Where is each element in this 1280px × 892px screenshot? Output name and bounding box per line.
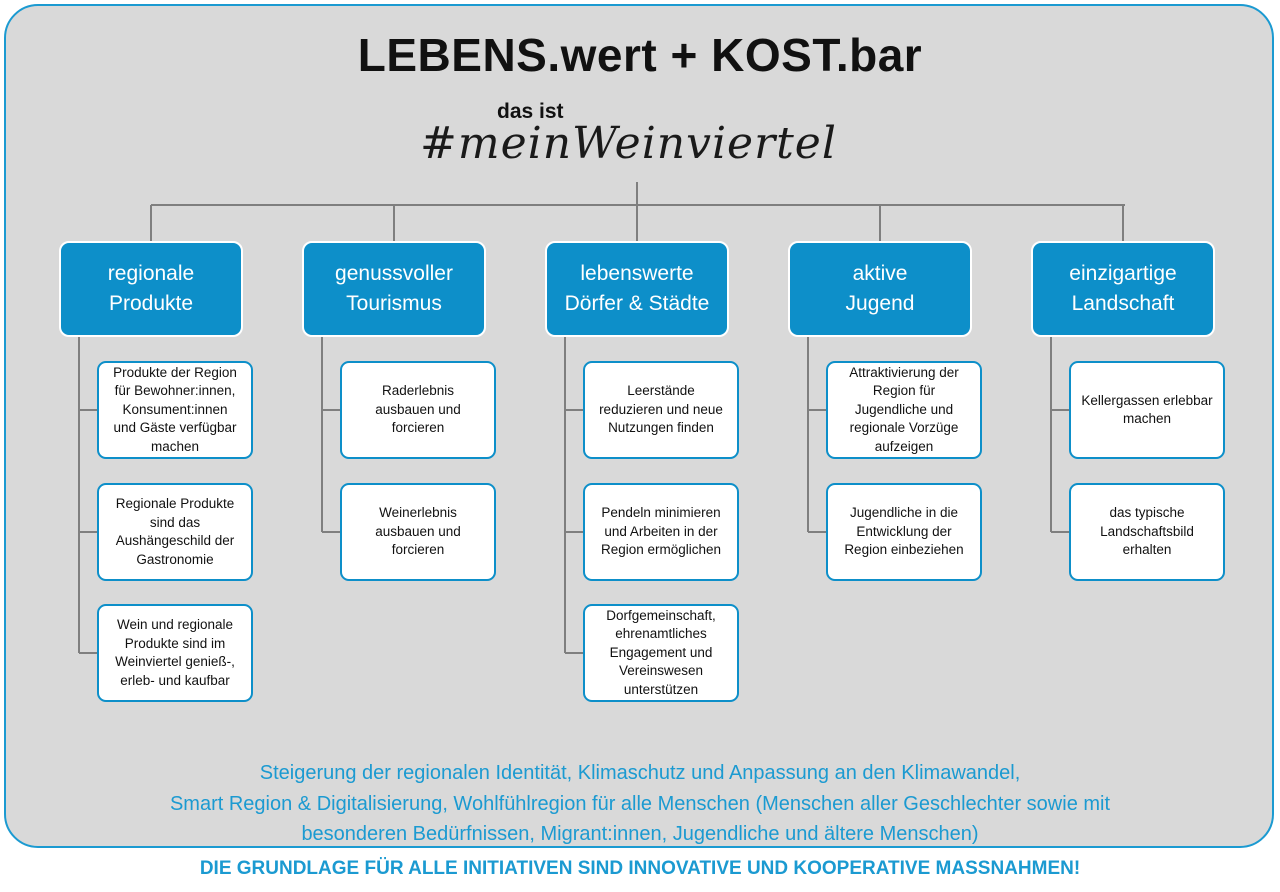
subtitle: das ist	[497, 100, 564, 123]
item-box: Leerstände reduzieren und neue Nutzungen finden	[583, 361, 739, 459]
item-box: Dorfgemeinschaft, ehrenamtliches Engagement und Vereinswesen unterstützen	[583, 604, 739, 702]
category-header-tourismus: genussvoller Tourismus	[302, 241, 486, 337]
item-box: Regionale Produkte sind das Aushängeschild der Gastronomie	[97, 483, 253, 581]
item-box: Pendeln minimieren und Arbeiten in der Region ermöglichen	[583, 483, 739, 581]
item-box: Kellergassen erlebbar machen	[1069, 361, 1225, 459]
goals-line: Steigerung der regionalen Identität, Klimaschutz und Anpassung an den Klimawandel,	[259, 762, 1021, 784]
page-title: LEBENS.wert + KOST.bar	[357, 29, 923, 81]
item-box: das typische Landschaftsbild erhalten	[1069, 483, 1225, 581]
item-box: Jugendliche in die Entwicklung der Region einbeziehen	[826, 483, 982, 581]
category-header-doerfer-staedte: lebenswerte Dörfer & Städte	[545, 241, 729, 337]
category-header-aktive-jugend: aktive Jugend	[788, 241, 972, 337]
goals-line: besonderen Bedürfnissen, Migrant:innen, Jugendliche und ältere Menschen)	[301, 823, 979, 845]
category-header-regionale-produkte: regionale Produkte	[59, 241, 243, 337]
footer-statement: DIE GRUNDLAGE FÜR ALLE INITIATIVEN SIND INNOVATIVE UND KOOPERATIVE MASSNAHMEN!	[199, 858, 1081, 879]
item-box: Raderlebnis ausbauen und forcieren	[340, 361, 496, 459]
category-header-landschaft: einzigartige Landschaft	[1031, 241, 1215, 337]
hashtag-wordmark: #meinWeinviertel	[420, 118, 837, 169]
item-box: Produkte der Region für Bewohner:innen, Konsument:innen und Gäste verfügbar machen	[97, 361, 253, 459]
item-box: Weinerlebnis ausbauen und forcieren	[340, 483, 496, 581]
item-box: Attraktivierung der Region für Jugendliche und regionale Vorzüge aufzeigen	[826, 361, 982, 459]
goals-text	[0, 758, 1280, 850]
item-box: Wein und regionale Produkte sind im Weinviertel genieß-, erleb- und kaufbar	[97, 604, 253, 702]
goals-line: Smart Region & Digitalisierung, Wohlfühlregion für alle Menschen (Menschen aller Geschlechter sowie mit	[169, 792, 1111, 815]
